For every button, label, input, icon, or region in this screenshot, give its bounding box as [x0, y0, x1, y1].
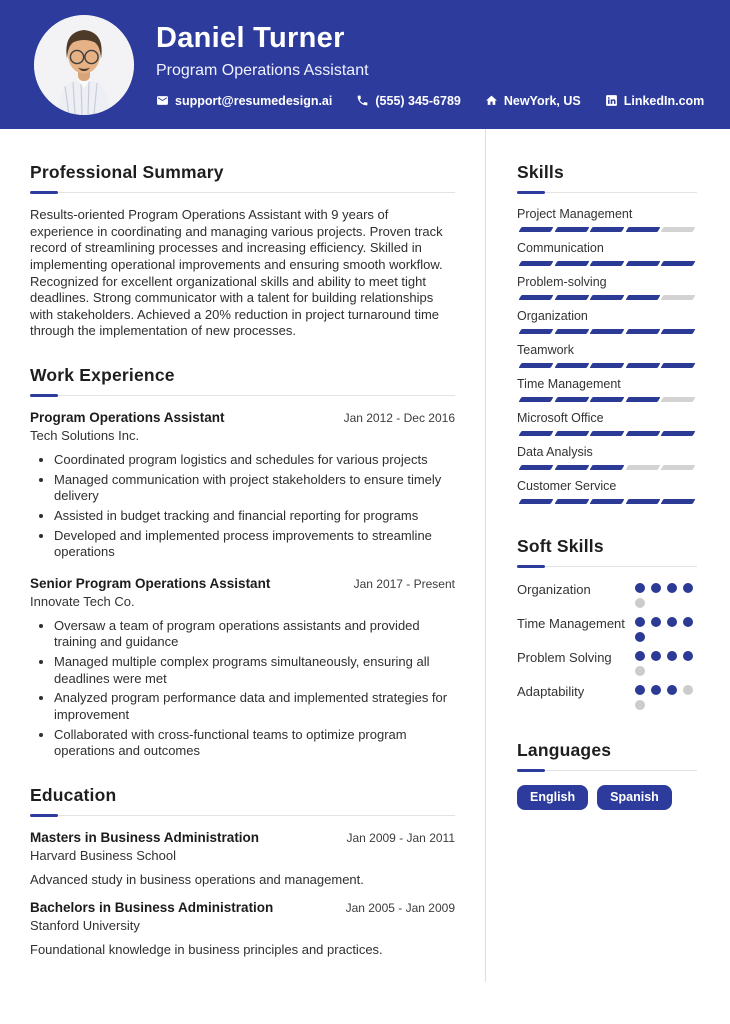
bar-segment-filled	[554, 397, 588, 402]
bar-segment-filled	[590, 261, 624, 266]
avatar-illustration	[34, 15, 134, 115]
bar-segment-filled	[590, 363, 624, 368]
section-title: Education	[30, 784, 117, 805]
dot-filled	[651, 617, 661, 627]
education-entry	[30, 900, 455, 957]
jobs-list	[30, 410, 455, 760]
skill-item	[517, 241, 697, 266]
section-title: Professional Summary	[30, 162, 224, 182]
dot-filled	[651, 583, 661, 593]
bar-segment-empty	[625, 465, 659, 470]
dot-filled	[635, 632, 645, 642]
section-underline	[517, 565, 697, 568]
job-bullet-list	[30, 452, 455, 561]
contact-linkedin[interactable]	[605, 94, 705, 108]
soft-skill-dots	[635, 581, 697, 608]
dot-filled	[683, 583, 693, 593]
bar-segment-filled	[519, 261, 553, 266]
skill-name: Customer Service	[517, 479, 617, 493]
phone-icon	[356, 94, 369, 107]
section-underline	[517, 191, 697, 194]
job-dates: Jan 2017 - Present	[353, 576, 455, 591]
bar-segment-filled	[661, 363, 695, 368]
skill-item	[517, 275, 697, 300]
dot-filled	[667, 685, 677, 695]
contact-location-text: NewYork, US	[503, 93, 581, 108]
bar-segment-filled	[519, 397, 553, 402]
person-name: Daniel Turner	[156, 21, 345, 54]
contact-email[interactable]	[156, 94, 332, 108]
skill-item	[517, 411, 697, 436]
skill-item	[517, 343, 697, 368]
skill-level-bar	[517, 431, 697, 436]
contact-linkedin-text: LinkedIn.com	[623, 93, 705, 108]
bar-segment-empty	[661, 465, 695, 470]
section-underline	[30, 814, 455, 817]
dot-empty	[635, 666, 645, 676]
soft-skill-dots	[635, 649, 697, 676]
skill-name: Time Management	[517, 377, 621, 391]
bar-segment-filled	[625, 261, 659, 266]
section-languages	[517, 740, 697, 810]
bar-segment-empty	[661, 397, 695, 402]
bar-segment-filled	[519, 295, 553, 300]
skill-name: Data Analysis	[517, 445, 593, 459]
bar-segment-filled	[625, 295, 659, 300]
bar-segment-filled	[519, 363, 553, 368]
section-underline	[30, 191, 455, 194]
skill-level-bar	[517, 227, 697, 232]
bar-segment-filled	[554, 363, 588, 368]
section-professional-summary	[30, 162, 455, 340]
dot-filled	[667, 617, 677, 627]
section-education	[30, 785, 455, 957]
contact-location	[485, 94, 581, 108]
bar-segment-filled	[661, 329, 695, 334]
section-skills	[517, 162, 697, 504]
bar-segment-filled	[519, 431, 553, 436]
job-bullet: • Assisted in budget tracking and financial reporting for programs	[54, 508, 455, 525]
soft-skill-item	[517, 683, 697, 710]
bar-segment-filled	[590, 465, 624, 470]
education-dates: Jan 2009 - Jan 2011	[346, 830, 455, 845]
job-role: Program Operations Assistant	[30, 410, 225, 425]
job-bullet: • Oversaw a team of program operations assistants and provided training and guidance	[54, 618, 455, 651]
bar-segment-filled	[590, 227, 624, 232]
bar-segment-filled	[625, 329, 659, 334]
sidebar-column	[486, 129, 730, 982]
job-bullet: • Collaborated with cross-functional teams to optimize program operations and outcomes	[54, 727, 455, 760]
dot-empty	[635, 700, 645, 710]
skill-name: Communication	[517, 241, 604, 255]
soft-skill-name: Problem Solving	[517, 650, 612, 665]
skill-level-bar	[517, 261, 697, 266]
skill-level-bar	[517, 499, 697, 504]
skill-name: Teamwork	[517, 343, 574, 357]
bar-segment-filled	[625, 227, 659, 232]
dot-filled	[667, 651, 677, 661]
dot-empty	[683, 685, 693, 695]
bar-segment-filled	[554, 431, 588, 436]
soft-skill-item	[517, 581, 697, 608]
bar-segment-filled	[625, 499, 659, 504]
soft-skill-name: Adaptability	[517, 684, 585, 699]
dot-filled	[667, 583, 677, 593]
job-role: Senior Program Operations Assistant	[30, 575, 271, 591]
section-underline	[517, 769, 697, 772]
soft-skill-name: Time Management	[517, 616, 625, 631]
language-badge: Spanish	[597, 785, 672, 810]
job-bullet: • Analyzed program performance data and implemented strategies for improvement	[54, 690, 455, 723]
section-title: Soft Skills	[517, 536, 604, 556]
dot-filled	[683, 617, 693, 627]
contact-phone-text: (555) 345-6789	[375, 93, 461, 108]
bar-segment-filled	[519, 499, 553, 504]
skill-name: Problem-solving	[517, 275, 607, 289]
skill-name: Organization	[517, 309, 588, 323]
bar-segment-filled	[519, 227, 553, 232]
soft-skill-dots	[635, 615, 697, 642]
job-bullet: • Managed communication with project stakeholders to ensure timely delivery	[54, 472, 455, 505]
bar-segment-filled	[625, 431, 659, 436]
bar-segment-filled	[625, 397, 659, 402]
bar-segment-filled	[590, 329, 624, 334]
skill-item	[517, 445, 697, 470]
person-job-title: Program Operations Assistant	[156, 61, 369, 79]
linkedin-icon	[605, 94, 618, 107]
job-bullet: • Coordinated program logistics and schedules for various projects	[54, 452, 455, 469]
section-underline	[30, 394, 455, 397]
skill-item	[517, 309, 697, 334]
skill-level-bar	[517, 295, 697, 300]
bar-segment-filled	[519, 465, 553, 470]
education-list	[30, 830, 455, 957]
education-entry	[30, 830, 455, 887]
section-title: Languages	[517, 740, 612, 760]
section-work-experience	[30, 365, 455, 760]
section-title: Skills	[517, 162, 564, 182]
bar-segment-filled	[590, 397, 624, 402]
soft-skill-name: Organization	[517, 582, 591, 597]
job-entry	[30, 410, 455, 561]
education-degree: Bachelors in Business Administration	[30, 899, 274, 915]
education-school: Stanford University	[30, 917, 140, 933]
soft-skill-item	[517, 615, 697, 642]
bar-segment-filled	[554, 227, 588, 232]
education-description: Foundational knowledge in business principles and practices.	[30, 941, 383, 957]
bar-segment-filled	[519, 329, 553, 334]
job-company: Tech Solutions Inc.	[30, 428, 140, 443]
bar-segment-filled	[661, 261, 695, 266]
main-column	[0, 129, 485, 982]
home-icon	[485, 94, 498, 107]
education-description: Advanced study in business operations and management.	[30, 871, 364, 887]
bar-segment-filled	[661, 499, 695, 504]
section-soft-skills	[517, 536, 697, 710]
dot-filled	[651, 651, 661, 661]
job-bullet: • Developed and implemented process improvements to streamline operations	[54, 528, 455, 561]
dot-filled	[683, 651, 693, 661]
bar-segment-filled	[625, 363, 659, 368]
skill-level-bar	[517, 397, 697, 402]
job-company: Innovate Tech Co.	[30, 593, 135, 609]
profile-photo	[34, 15, 134, 115]
bar-segment-filled	[554, 295, 588, 300]
skills-list	[517, 207, 697, 504]
dot-filled	[635, 651, 645, 661]
resume-body	[0, 129, 730, 982]
summary-text: Results-oriented Program Operations Assistant with 9 years of experience in coordinating and managing various projects. Proven track record of streamlining processes and increasing efficiency. Skilled in implementing operational improvements and ensuring smooth workflow. Recognized for excellent organizational skills and ability to meet tight deadlines. Strong communicator with a talent for building relationships with stakeholders. Achieved a 20% reduction in project turnaround time through the implementation of new processes.	[30, 207, 443, 339]
resume-header	[0, 0, 730, 129]
job-bullet: • Managed multiple complex programs simultaneously, ensuring all deadlines were met	[54, 654, 455, 687]
skill-name: Microsoft Office	[517, 411, 604, 425]
bar-segment-empty	[661, 227, 695, 232]
education-school: Harvard Business School	[30, 847, 176, 863]
soft-skill-item	[517, 649, 697, 676]
bar-segment-filled	[554, 329, 588, 334]
dot-filled	[635, 583, 645, 593]
job-bullet-list	[30, 618, 455, 760]
skill-item	[517, 479, 697, 504]
job-entry	[30, 576, 455, 760]
bar-segment-filled	[661, 431, 695, 436]
dot-filled	[651, 685, 661, 695]
bar-segment-filled	[554, 499, 588, 504]
soft-skill-dots	[635, 683, 697, 710]
bar-segment-filled	[554, 465, 588, 470]
bar-segment-filled	[590, 499, 624, 504]
bar-segment-filled	[590, 295, 624, 300]
skill-level-bar	[517, 329, 697, 334]
job-dates: Jan 2012 - Dec 2016	[343, 411, 455, 425]
bar-segment-filled	[590, 431, 624, 436]
contact-row	[156, 94, 704, 108]
skill-item	[517, 207, 697, 232]
skill-item	[517, 377, 697, 402]
bar-segment-filled	[554, 261, 588, 266]
bar-segment-empty	[661, 295, 695, 300]
dot-filled	[635, 617, 645, 627]
skill-level-bar	[517, 465, 697, 470]
skill-level-bar	[517, 363, 697, 368]
email-icon	[156, 94, 169, 107]
dot-empty	[635, 598, 645, 608]
skill-name: Project Management	[517, 207, 633, 221]
education-degree: Masters in Business Administration	[30, 829, 260, 845]
dot-filled	[635, 685, 645, 695]
contact-phone	[356, 94, 460, 108]
contact-email-text: support@resumedesign.ai	[175, 93, 333, 108]
languages-list	[517, 785, 697, 810]
soft-skills-list	[517, 581, 697, 710]
section-title: Work Experience	[30, 365, 175, 385]
education-dates: Jan 2005 - Jan 2009	[345, 900, 455, 915]
language-badge: English	[517, 785, 588, 810]
